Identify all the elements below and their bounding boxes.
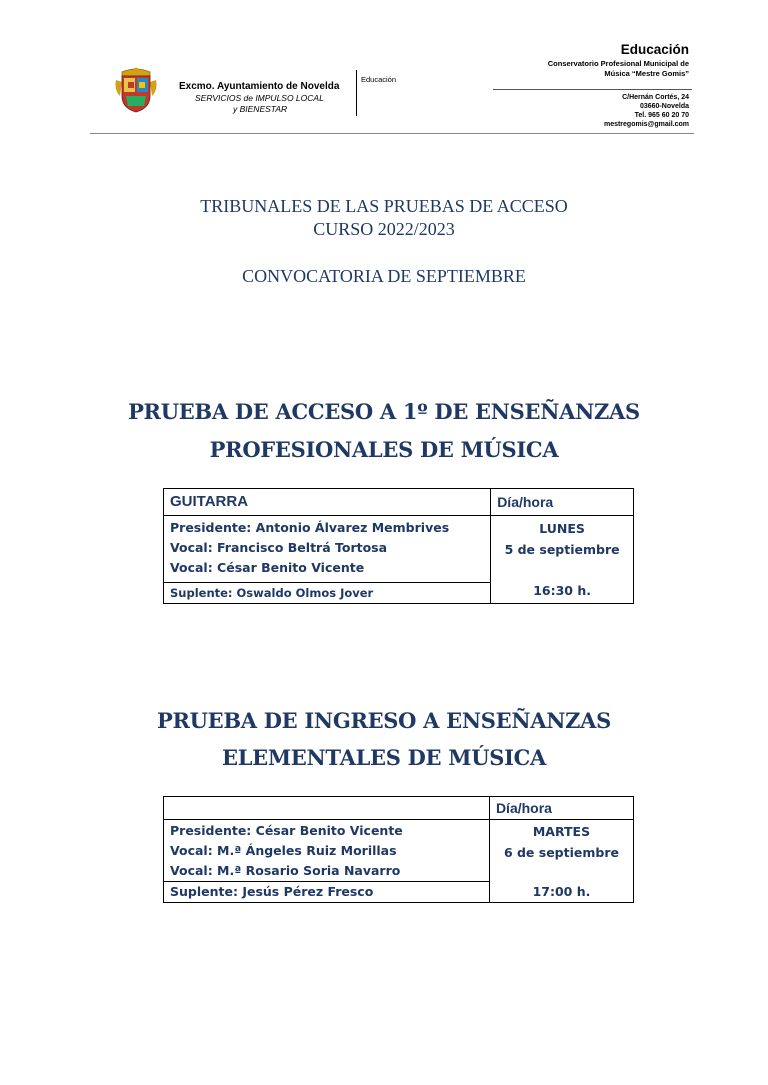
instrument-header [164, 797, 490, 820]
tribunal-member: Vocal: M.ª Ángeles Ruiz Morillas [170, 843, 397, 858]
members-cell [164, 516, 491, 583]
tribunal-member: Vocal: M.ª Rosario Soria Navarro [170, 863, 401, 878]
tribunal-member: Vocal: César Benito Vicente [170, 560, 365, 575]
educacion-title: Educación [620, 42, 689, 57]
coat-of-arms-icon [114, 66, 158, 114]
document-title-line2: CURSO 2022/2023 [313, 219, 455, 239]
section1-heading-line1: PRUEBA DE ACCESO A 1º DE ENSEÑANZAS [128, 399, 640, 424]
phone-number: Tel. 965 60 20 70 [634, 112, 689, 119]
section1-heading-line2: PROFESIONALES DE MÚSICA [209, 437, 559, 462]
educacion-small-label: Educación [361, 75, 397, 84]
tribunal-member: Vocal: Francisco Beltrá Tortosa [170, 540, 388, 555]
tribunal-member: Presidente: Antonio Álvarez Membrives [170, 520, 450, 535]
tribunal-table-1 [163, 488, 634, 604]
servicios-line2: y BIENESTAR [233, 104, 288, 114]
servicios-line1: SERVICIOS de IMPULSO LOCAL [195, 93, 324, 103]
email-address: mestregomis@gmail.com [603, 121, 689, 128]
tribunal-substitute: Suplente: Oswaldo Olmos Jover [170, 586, 374, 600]
tribunal-member: Presidente: César Benito Vicente [170, 823, 403, 838]
header-divider [356, 70, 357, 116]
exam-time: 17:00 h. [532, 884, 591, 899]
document-title-line1: TRIBUNALES DE LAS PRUEBAS DE ACCESO [200, 196, 568, 216]
conservatorio-line1: Conservatorio Profesional Municipal de [547, 59, 689, 68]
members-cell [164, 820, 490, 882]
date-header: Día/hora [489, 797, 633, 820]
ayuntamiento-name: Excmo. Ayuntamiento de Novelda [179, 81, 340, 92]
substitute-cell [164, 583, 491, 604]
substitute-cell [164, 882, 490, 903]
conservatorio-line2: Música “Mestre Gomis” [604, 69, 689, 78]
exam-time: 16:30 h. [533, 583, 591, 598]
section2-heading-line2: ELEMENTALES DE MÚSICA [221, 745, 547, 770]
document-title-line3: CONVOCATORIA DE SEPTIEMBRE [242, 266, 526, 286]
address-city: 03660-Novelda [639, 103, 689, 110]
tribunal-table-2 [163, 796, 634, 903]
date-header: Día/hora [491, 489, 634, 516]
tribunal-substitute: Suplente: Jesús Pérez Fresco [170, 884, 374, 899]
exam-day: MARTES [532, 824, 591, 839]
exam-day: LUNES [539, 521, 585, 536]
date-cell [489, 820, 633, 903]
instrument-header: GUITARRA [164, 489, 491, 516]
section2-heading-line1: PRUEBA DE INGRESO A ENSEÑANZAS [156, 708, 612, 733]
header-rule-right [493, 89, 692, 90]
date-cell [491, 516, 634, 604]
address-street: C/Hernán Cortés, 24 [622, 94, 689, 101]
header-rule [90, 133, 694, 134]
exam-date: 6 de septiembre [503, 845, 619, 860]
exam-date: 5 de septiembre [504, 542, 620, 557]
